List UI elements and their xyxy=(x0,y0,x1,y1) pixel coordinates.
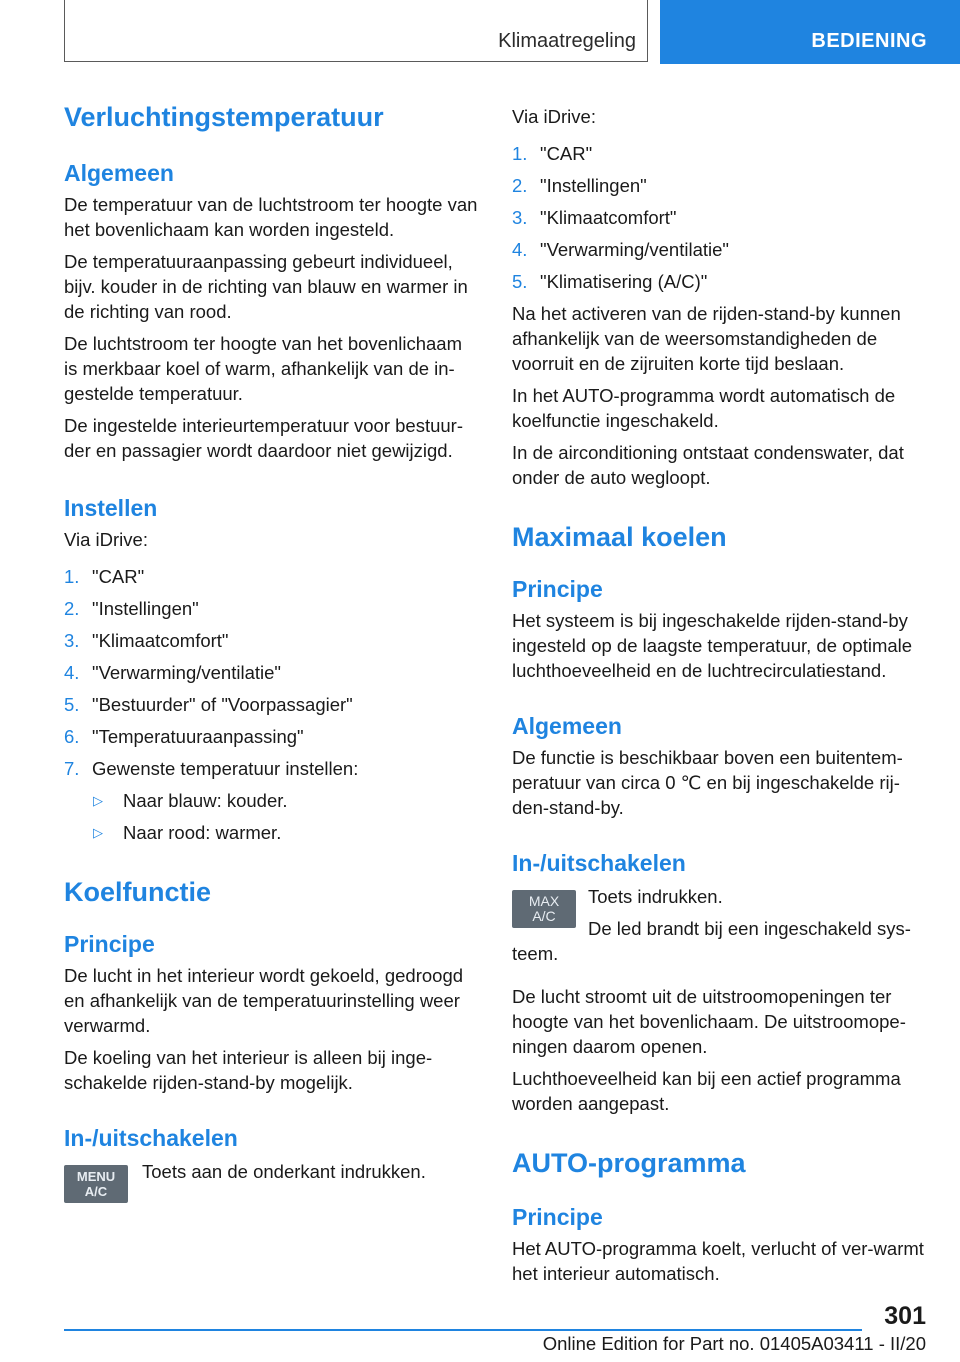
step-number: 5. xyxy=(512,271,528,292)
button-label: A/C xyxy=(532,908,556,924)
subheading-principe: Principe xyxy=(512,576,603,602)
list-item xyxy=(64,692,480,717)
paragraph: Via iDrive: xyxy=(64,529,148,550)
sub-bullet-list xyxy=(64,788,480,845)
list-item xyxy=(512,205,930,230)
bullet-text: Naar rood: warmer. xyxy=(123,822,282,843)
footer-edition: Online Edition for Part no. 01405A03411 - II/20 xyxy=(542,1333,926,1354)
button-label: A/C xyxy=(84,1184,108,1199)
paragraph: In de airconditioning ontstaat condenswater, dat onder de auto wegloopt. xyxy=(512,442,904,488)
step-text: "Klimatisering (A/C)" xyxy=(540,271,708,292)
subheading-algemeen: Algemeen xyxy=(512,713,622,739)
list-item xyxy=(512,237,930,262)
step-number: 7. xyxy=(64,758,80,779)
step-number: 2. xyxy=(64,598,80,619)
step-text: "CAR" xyxy=(540,143,593,164)
paragraph: De luchtstroom ter hoogte van het bovenlichaam is merkbaar koel of warm, afhankelijk van de in-gestelde temperatuur. xyxy=(64,333,462,404)
chapter-label: BEDIENING xyxy=(811,30,927,52)
paragraph: Luchthoeveelheid kan bij een actief programma worden aangepast. xyxy=(512,1068,901,1114)
step-text: "CAR" xyxy=(92,566,145,587)
list-item xyxy=(64,756,480,781)
step-number: 3. xyxy=(64,630,80,651)
list-item xyxy=(64,564,480,589)
step-number: 4. xyxy=(512,239,528,260)
list-item xyxy=(64,724,480,749)
paragraph: De led brandt bij een ingeschakeld sys- xyxy=(588,918,911,939)
section-heading: AUTO-programma xyxy=(512,1148,746,1178)
button-instruction xyxy=(64,1159,480,1205)
step-text: "Klimaatcomfort" xyxy=(540,207,677,228)
list-item xyxy=(512,141,930,166)
list-item xyxy=(512,269,930,294)
step-number: 1. xyxy=(512,143,528,164)
button-instruction xyxy=(512,884,930,939)
menu-ac-button-icon xyxy=(64,1165,128,1203)
step-number: 5. xyxy=(64,694,80,715)
step-number: 6. xyxy=(64,726,80,747)
step-text: "Instellingen" xyxy=(92,598,199,619)
paragraph: Via iDrive: xyxy=(512,106,596,127)
step-number: 2. xyxy=(512,175,528,196)
step-text: "Verwarming/ventilatie" xyxy=(92,662,281,683)
section-heading: Koelfunctie xyxy=(64,877,212,907)
triangle-bullet-icon: ▷ xyxy=(93,793,103,808)
paragraph: In het AUTO-programma wordt automatisch de koelfunctie ingeschakeld. xyxy=(512,385,896,431)
step-text: "Klimaatcomfort" xyxy=(92,630,229,651)
list-item xyxy=(64,660,480,685)
chapter-tab xyxy=(660,0,960,64)
subheading-principe: Principe xyxy=(512,1204,603,1230)
paragraph: De koeling van het interieur is alleen bij inge-schakelde rijden-stand-by mogelijk. xyxy=(64,1047,433,1093)
paragraph: teem. xyxy=(512,943,559,964)
steps-list xyxy=(64,564,480,781)
subheading-algemeen: Algemeen xyxy=(64,160,174,186)
paragraph: De lucht in het interieur wordt gekoeld, gedroogd en afhankelijk van de temperatuurinstelling weer verwarmd. xyxy=(64,965,464,1036)
steps-list xyxy=(512,141,930,294)
step-number: 3. xyxy=(512,207,528,228)
list-item xyxy=(64,628,480,653)
step-text: "Bestuurder" of "Voorpassagier" xyxy=(92,694,353,715)
section-heading: Maximaal koelen xyxy=(512,522,727,552)
paragraph: Het systeem is bij ingeschakelde rijden-stand-by ingesteld op de laagste temperatuur, de optimale luchthoeveelheid en de luchtrecirculatiestand. xyxy=(512,610,913,681)
paragraph: Het AUTO-programma koelt, verlucht of ver-warmt het interieur automatisch. xyxy=(512,1238,924,1284)
paragraph: Toets aan de onderkant indrukken. xyxy=(142,1161,426,1182)
paragraph: De ingestelde interieurtemperatuur voor bestuur-der en passagier wordt daardoor niet gewijzigd. xyxy=(64,415,463,461)
bullet-text: Naar blauw: kouder. xyxy=(123,790,288,811)
paragraph: De temperatuur van de luchtstroom ter hoogte van het bovenlichaam kan worden ingesteld. xyxy=(64,194,478,240)
section-title: Klimaatregeling xyxy=(498,30,636,52)
step-text: "Instellingen" xyxy=(540,175,647,196)
subheading-principe: Principe xyxy=(64,931,155,957)
section-heading: Verluchtingstemperatuur xyxy=(64,102,384,132)
subheading-instellen: Instellen xyxy=(64,495,158,521)
subheading-inuitschakelen: In-/uitschakelen xyxy=(512,850,686,876)
paragraph: De functie is beschikbaar boven een buitentem-peratuur van circa 0 ℃ en bij ingeschakelde rij-den-stand-by. xyxy=(512,747,903,818)
button-label: MAX xyxy=(528,893,560,909)
paragraph: De temperatuuraanpassing gebeurt individueel, bijv. kouder in de richting van blauw en warmer in de richting van rood. xyxy=(64,251,468,322)
left-column xyxy=(64,100,480,1205)
step-text: "Temperatuuraanpassing" xyxy=(92,726,304,747)
list-item xyxy=(64,820,480,845)
max-ac-button-icon xyxy=(512,890,576,928)
paragraph: Toets indrukken. xyxy=(588,886,723,907)
list-item xyxy=(512,173,930,198)
subheading-inuitschakelen: In-/uitschakelen xyxy=(64,1125,238,1151)
step-number: 1. xyxy=(64,566,80,587)
button-label: MENU xyxy=(76,1169,116,1184)
list-item xyxy=(64,788,480,813)
step-text: Gewenste temperatuur instellen: xyxy=(92,758,359,779)
paragraph: Na het activeren van de rijden-stand-by kunnen afhankelijk van de weersomstandigheden de voorruit en de zijruiten korte tijd beslaan. xyxy=(512,303,901,374)
paragraph: De lucht stroomt uit de uitstroomopeningen ter hoogte van het bovenlichaam. De uitstroomope-ningen daarom openen. xyxy=(512,986,906,1057)
triangle-bullet-icon: ▷ xyxy=(93,825,103,840)
right-column xyxy=(512,104,930,1286)
list-item xyxy=(64,596,480,621)
page-number: 301 xyxy=(884,1302,926,1330)
footer-divider xyxy=(64,1329,862,1331)
step-text: "Verwarming/ventilatie" xyxy=(540,239,729,260)
step-number: 4. xyxy=(64,662,80,683)
